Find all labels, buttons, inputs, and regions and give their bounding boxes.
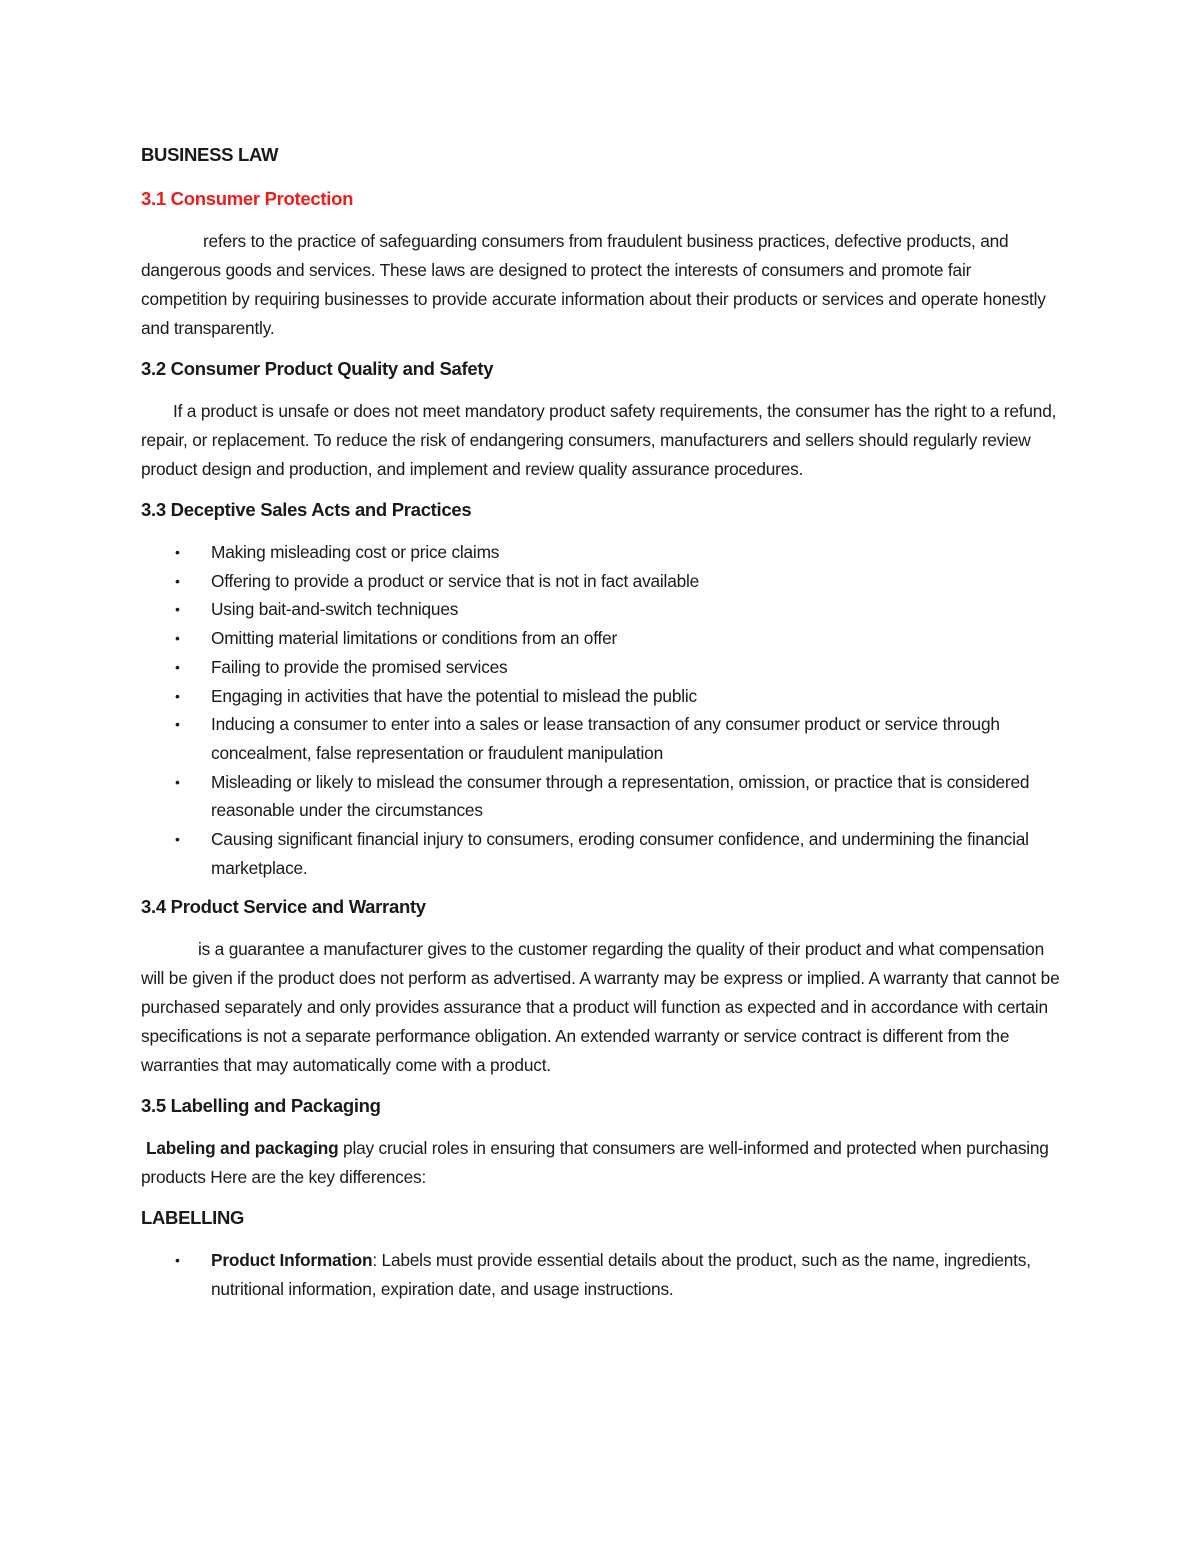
list-item-text: Using bait-and-switch techniques (211, 599, 459, 620)
section-3-1-heading: 3.1 Consumer Protection (141, 188, 354, 209)
bullet-icon: • (175, 572, 180, 589)
list-item-text: Omitting material limitations or conditions from an offer (211, 628, 618, 649)
section-3-5-text: play crucial roles in ensuring that consumers are well-informed and protected when purchasing products Here are the key differences: (141, 1138, 1049, 1188)
list-item-term: Product Information (211, 1250, 373, 1271)
list-item-text: Making misleading cost or price claims (211, 542, 500, 562)
list-item-text: Inducing a consumer to enter into a sales or lease transaction of any consumer product or service through concealment, false representation or fraudulent manipulation (211, 714, 1000, 763)
bullet-icon: • (175, 773, 180, 790)
bullet-icon: • (175, 630, 180, 647)
document-title: BUSINESS LAW (141, 144, 279, 165)
list-item (141, 682, 1060, 711)
bullet-icon: • (175, 716, 180, 733)
list-item (141, 567, 1060, 596)
section-3-5-heading: 3.5 Labelling and Packaging (141, 1095, 381, 1117)
section-3-1-body: refers to the practice of safeguarding consumers from fraudulent business practices, defective products, and dangerous goods and services. These laws are designed to protect the interests of consumers and promote fair competition by requiring businesses to provide accurate information about their products or services and operate honestly and transparently. (141, 231, 1046, 338)
list-item-text: Engaging in activities that have the potential to mislead the public (211, 685, 697, 706)
bullet-icon: • (175, 1252, 180, 1269)
bullet-icon: • (175, 687, 180, 704)
list-item (141, 653, 1060, 682)
list-item (141, 825, 1060, 882)
section-3-5-body (141, 1134, 1060, 1192)
labelling-list (141, 1246, 1060, 1303)
labelling-heading: LABELLING (141, 1207, 245, 1229)
list-item-text: : Labels must provide essential details about the product, such as the name, ingredients, nutritional information, expiration date, and usage instructions. (211, 1250, 1031, 1300)
bullet-icon: • (175, 544, 180, 560)
list-item (141, 768, 1060, 825)
section-3-5-lead-term: Labeling and packaging (146, 1138, 339, 1159)
list-item-text: Causing significant financial injury to consumers, eroding consumer confidence, and undermining the financial marketplace. (211, 829, 1029, 878)
list-item (141, 538, 1060, 567)
list-item (141, 624, 1060, 653)
list-item (141, 595, 1060, 624)
section-3-3-heading: 3.3 Deceptive Sales Acts and Practices (141, 499, 472, 520)
section-3-2-body: If a product is unsafe or does not meet mandatory product safety requirements, the consumer has the right to a refund, repair, or replacement. To reduce the risk of endangering consumers, manufacturers and sellers should regularly review product design and production, and implement and review quality assurance procedures. (141, 401, 1057, 479)
section-3-4-body: is a guarantee a manufacturer gives to the customer regarding the quality of their product and what compensation will be given if the product does not perform as advertised. A warranty may be express or implied. A warranty that cannot be purchased separately and only provides assurance that a product will function as expected and in accordance with certain specifications is not a separate performance obligation. An extended warranty or service contract is different from the warranties that may automatically come with a product. (141, 939, 1060, 1076)
list-item-text: Offering to provide a product or service that is not in fact available (211, 570, 700, 591)
section-3-4-heading: 3.4 Product Service and Warranty (141, 896, 426, 918)
section-3-2-heading: 3.2 Consumer Product Quality and Safety (141, 358, 494, 379)
bullet-icon: • (175, 658, 180, 675)
deceptive-practices-list (141, 538, 1060, 882)
bullet-icon: • (175, 601, 180, 618)
bullet-icon: • (175, 831, 180, 848)
list-item-text: Misleading or likely to mislead the consumer through a representation, omission, or practice that is considered reasonable under the circumstances (211, 771, 1030, 821)
list-item-text: Failing to provide the promised services (211, 656, 508, 677)
list-item (141, 710, 1060, 767)
list-item (141, 1246, 1060, 1303)
